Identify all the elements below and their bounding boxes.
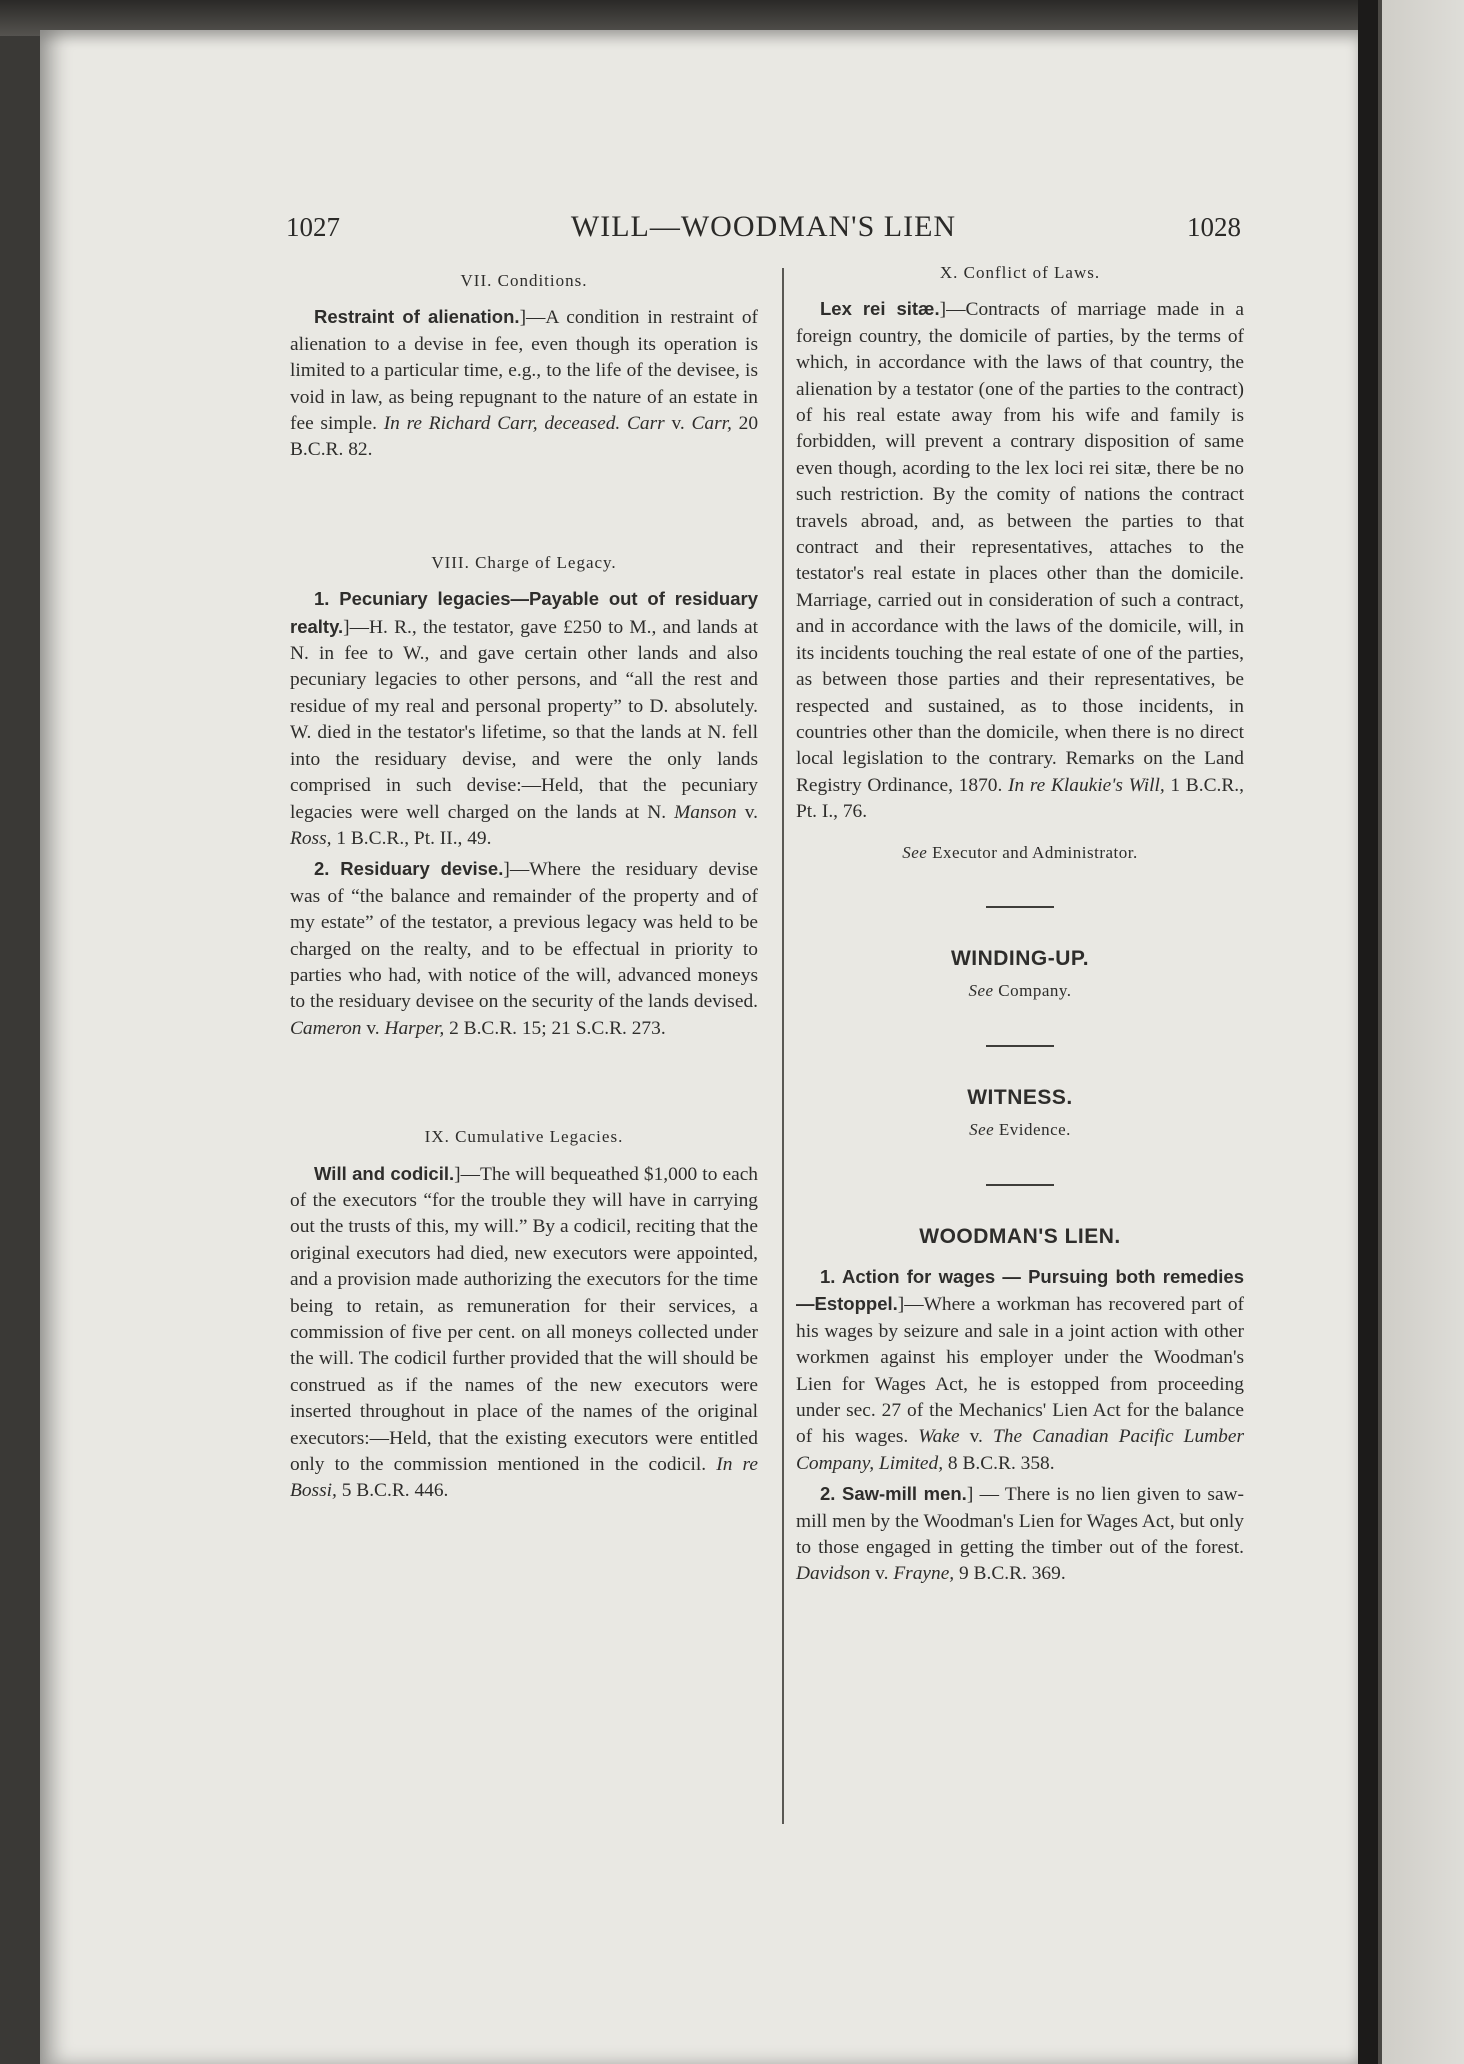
- see-label: See: [968, 981, 994, 1001]
- heading-woodmans-lien: WOODMAN'S LIEN.: [919, 1224, 1121, 1248]
- entry-body: ]—Contracts of marriage made in a foreign country, the domicile of parties, by the terms of which, in accordance with the laws of that country, the alienation by a testator (one of the parties to the contract) of his real estate away from his wife and family is forbidden, will prevent a contrary disposition of same even though, acording to the lex loci rei sitæ, there be no such restriction. By the comity of nations the contract travels abroad, and, as between the parties to that contract and their representatives, attaches to the testator's real estate in places other than the domicile. Marriage, carried out in consideration of such a contract, and in accordance with the laws of the domicile, will, in its incidents touching the real estate of one of the parties, as between those parties and their representatives, be respected and sustained, as to those incidents, in countries other than the domicile, when there is no direct local legislation to the contrary. Remarks on the Land Registry Ordinance, 1870.: [796, 299, 1244, 796]
- case-name-2: Harper,: [384, 1017, 445, 1039]
- entry-action-for-wages: [796, 1264, 1244, 1477]
- right-column: [796, 260, 1244, 1592]
- case-name-2: Frayne,: [893, 1563, 955, 1585]
- case-name: Manson: [674, 801, 737, 823]
- case-citation: 2 B.C.R. 15; 21 S.C.R. 273.: [444, 1017, 666, 1039]
- entry-lex-rei-sitae: [796, 296, 1244, 825]
- see-label: See: [902, 842, 928, 862]
- case-name: In re Bossi,: [290, 1454, 758, 1502]
- cross-reference-evidence: [796, 1117, 1244, 1143]
- entry-head: Lex rei sitæ.: [820, 298, 940, 320]
- case-name-2: The Canadian Pacific Lumber Company, Limited,: [796, 1426, 1244, 1474]
- case-name-2: Carr,: [691, 413, 732, 435]
- case-citation: 5 B.C.R. 446.: [336, 1480, 449, 1502]
- section-heading-charge-of-legacy: VIII. Charge of Legacy.: [431, 552, 617, 572]
- entry-saw-mill-men: [796, 1481, 1244, 1588]
- entry-head: Restraint of alienation.: [314, 306, 520, 328]
- entry-will-and-codicil: [290, 1161, 758, 1505]
- entry-head: 1. Pecuniary legacies—Payable out of residuary realty.: [290, 588, 758, 637]
- case-citation: 20 B.C.R. 82.: [290, 413, 759, 461]
- entry-body: ]—Where the residuary devise was of “the balance and remainder of the property and of my estate” of the testator, a previous legacy was held to be charged on the realty, and to be effectual in priority to parties who had, with notice of the will, advanced moneys to the residuary devisee on the security of the lands devised.: [290, 859, 758, 1013]
- case-name-2: Ross,: [290, 827, 332, 849]
- case-versus: v.: [361, 1017, 385, 1039]
- section-heading-conflict-of-laws: X. Conflict of Laws.: [939, 263, 1101, 282]
- left-column: [290, 268, 758, 1509]
- case-name: Wake: [918, 1426, 960, 1448]
- heading-witness: WITNESS.: [967, 1085, 1073, 1109]
- next-page-margin: [1382, 0, 1464, 2064]
- running-title: WILL—WOODMAN'S LIEN: [570, 210, 957, 243]
- cross-reference-company: [796, 978, 1244, 1004]
- case-name: In re Richard Carr, deceased. Carr: [383, 413, 665, 435]
- case-citation: 1 B.C.R., Pt. I., 76.: [796, 774, 1244, 823]
- case-versus: v.: [959, 1426, 993, 1448]
- column-divider: [782, 268, 784, 1824]
- entry-body: ]—Where a workman has recovered part of his wages by seizure and sale in a joint action with other workmen against his employer under the Woodman's Lien for Wages Act, he is estopped from proceeding under sec. 27 of the Mechanics' Lien Act for the balance of his wages.: [796, 1294, 1244, 1448]
- section-rule: [986, 906, 1054, 908]
- page-header: [286, 212, 1241, 256]
- case-versus: v.: [736, 801, 758, 823]
- entry-body: ] — There is no lien given to saw-mill men by the Woodman's Lien for Wages Act, but only to those engaged in getting the timber out of the forest.: [796, 1484, 1245, 1559]
- section-rule: [986, 1045, 1054, 1047]
- case-name: In re Klaukie's Will,: [1008, 774, 1165, 796]
- see-label: See: [969, 1120, 995, 1140]
- case-name: Davidson: [796, 1563, 871, 1585]
- see-target: Executor and Administrator.: [927, 842, 1138, 862]
- case-versus: v.: [870, 1563, 894, 1585]
- right-page-number: 1028: [1187, 212, 1241, 242]
- entry-head: 2. Residuary devise.: [314, 858, 504, 880]
- case-versus: v.: [664, 413, 692, 435]
- section-heading-conditions: VII. Conditions.: [460, 271, 588, 290]
- entry-body: ]—A condition in restraint of alienation to a devise in fee, even though its operation is limited to a particular time, e.g., to the life of the devisee, is void in law, as being repugnant to the nature of an estate in fee simple.: [290, 307, 759, 435]
- cross-reference-executor: [796, 840, 1244, 866]
- section-heading-cumulative-legacies: IX. Cumulative Legacies.: [424, 1127, 624, 1147]
- case-citation: 9 B.C.R. 369.: [954, 1563, 1066, 1585]
- entry-head: 1. Action for wages — Pursuing both remedies—Estoppel.: [796, 1265, 1244, 1315]
- entry-body: ]—H. R., the testator, gave £250 to M., and lands at N. in fee to W., and gave certain other lands and also pecuniary legacies to other persons, and “all the rest and residue of my real and personal property” to D. absolutely. W. died in the testator's lifetime, so that the lands at N. fell into the residuary devise, and were the only lands comprised in such devise:—Held, that the pecuniary legacies were well charged on the lands at N.: [290, 616, 758, 823]
- see-target: Company.: [993, 981, 1072, 1001]
- case-citation: 8 B.C.R. 358.: [943, 1452, 1055, 1474]
- entry-head: Will and codicil.: [314, 1162, 455, 1184]
- see-target: Evidence.: [994, 1120, 1071, 1140]
- entry-body: ]—The will bequeathed $1,000 to each of the executors “for the trouble they will have in carrying out the trusts of this, my will.” By a codicil, reciting that the original executors had died, new executors were appointed, and a provision made authorizing the executors for the time being to retain, as remuneration for their services, a commission of five per cent. on all moneys collected under the will. The codicil further provided that the will should be construed as if the names of the new executors were inserted throughout in place of the names of the original executors:—Held, that the existing executors were entitled only to the commission mentioned in the codicil.: [290, 1163, 758, 1476]
- entry-residuary-devise: [290, 856, 758, 1042]
- case-name: Cameron: [290, 1017, 362, 1039]
- entry-head: 2. Saw-mill men.: [820, 1483, 967, 1505]
- left-page-number: 1027: [286, 212, 340, 242]
- section-rule: [986, 1184, 1054, 1186]
- entry-pecuniary-legacies: [290, 586, 758, 852]
- entry-restraint-of-alienation: [290, 304, 758, 463]
- case-citation: 1 B.C.R., Pt. II., 49.: [331, 827, 492, 849]
- heading-winding-up: WINDING-UP.: [950, 946, 1090, 970]
